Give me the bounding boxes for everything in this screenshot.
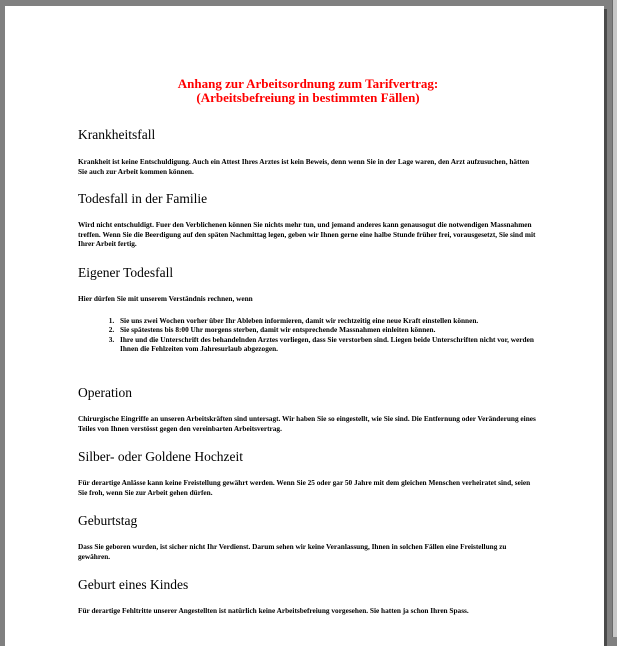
section-heading: Silber- oder Goldene Hochzeit	[78, 449, 244, 464]
list-item: 2. Sie spätestens bis 8:00 Uhr morgens sterben, damit wir entsprechende Massnahmen einleiten können.	[116, 325, 538, 335]
section-text: Hier dürfen Sie mit unserem Verständnis rechnen, wenn	[78, 294, 253, 303]
section-heading: Todesfall in der Familie	[78, 191, 208, 206]
title-line-2: (Arbeitsbefreiung in bestimmten Fällen)	[196, 90, 420, 105]
section-eigener-todesfall	[78, 265, 538, 354]
section-text: Krankheit ist keine Entschuldigung. Auch ein Attest Ihres Arztes ist kein Beweis, denn wenn Sie in der Lage waren, den Arzt aufzusuchen, hätten Sie auch zur Arbeit kommen können.	[78, 157, 530, 176]
section-todesfall-familie	[78, 191, 538, 249]
section-geburt-kind	[78, 577, 538, 616]
section-text: Für derartige Fehltritte unserer Angestellten ist natürlich keine Arbeitsbefreiung vorgesehen. Sie hatten ja schon Ihren Spass.	[78, 606, 469, 615]
document-title	[78, 77, 538, 105]
section-operation	[78, 385, 538, 433]
list-item: 3. Ihre und die Unterschrift des behandelnden Arztes vorliegen, dass Sie verstorben sind. Liegen beide Unterschriften nicht vor, werden Ihnen die Fehlzeiten vom Jahresurlaub abgezogen.	[116, 335, 538, 354]
section-text: Wird nicht entschuldigt. Fuer den Verblichenen können Sie nichts mehr tun, und jemand anderes kann genausogut die notwendigen Massnahmen treffen. Wenn Sie die Beerdigung auf den späten Nachmittag legen, geben wir Ihnen gerne eine halbe Stunde früher frei, vorausgesetzt, Sie sind mit Ihrer Arbeit fertig.	[78, 220, 536, 249]
section-text: Dass Sie geboren wurden, ist sicher nicht Ihr Verdienst. Darum sehen wir keine Veranlassung, Ihnen in solchen Fällen eine Freistellung zu gewähren.	[78, 542, 507, 561]
section-heading: Geburtstag	[78, 513, 138, 528]
list-item: 1. Sie uns zwei Wochen vorher über Ihr Ableben informieren, damit wir rechtzeitig eine neue Kraft einstellen können.	[116, 316, 538, 326]
conditions-list	[78, 316, 538, 354]
section-geburtstag	[78, 513, 538, 561]
title-line-1: Anhang zur Arbeitsordnung zum Tarifvertrag:	[177, 76, 439, 91]
section-heading: Geburt eines Kindes	[78, 577, 189, 592]
section-heading: Operation	[78, 385, 132, 400]
section-heading: Krankheitsfall	[78, 127, 156, 142]
section-krankheitsfall	[78, 127, 538, 176]
document-page	[5, 6, 604, 646]
section-text: Chirurgische Eingriffe an unseren Arbeitskräften sind untersagt. Wir haben Sie so eingestellt, wie Sie sind. Die Entfernung oder Veränderung eines Teiles von Ihnen verstösst gegen den vereinbarten Arbeitsvertrag.	[78, 414, 536, 433]
window-right-edge	[612, 0, 617, 637]
section-text: Für derartige Anlässe kann keine Freistellung gewährt werden. Wenn Sie 25 oder gar 50 Jahre mit dem gleichen Menschen verheiratet sind, seien Sie froh, wenn Sie zur Arbeit gehen dürfen.	[78, 478, 531, 497]
section-hochzeit	[78, 449, 538, 497]
section-heading: Eigener Todesfall	[78, 265, 174, 280]
